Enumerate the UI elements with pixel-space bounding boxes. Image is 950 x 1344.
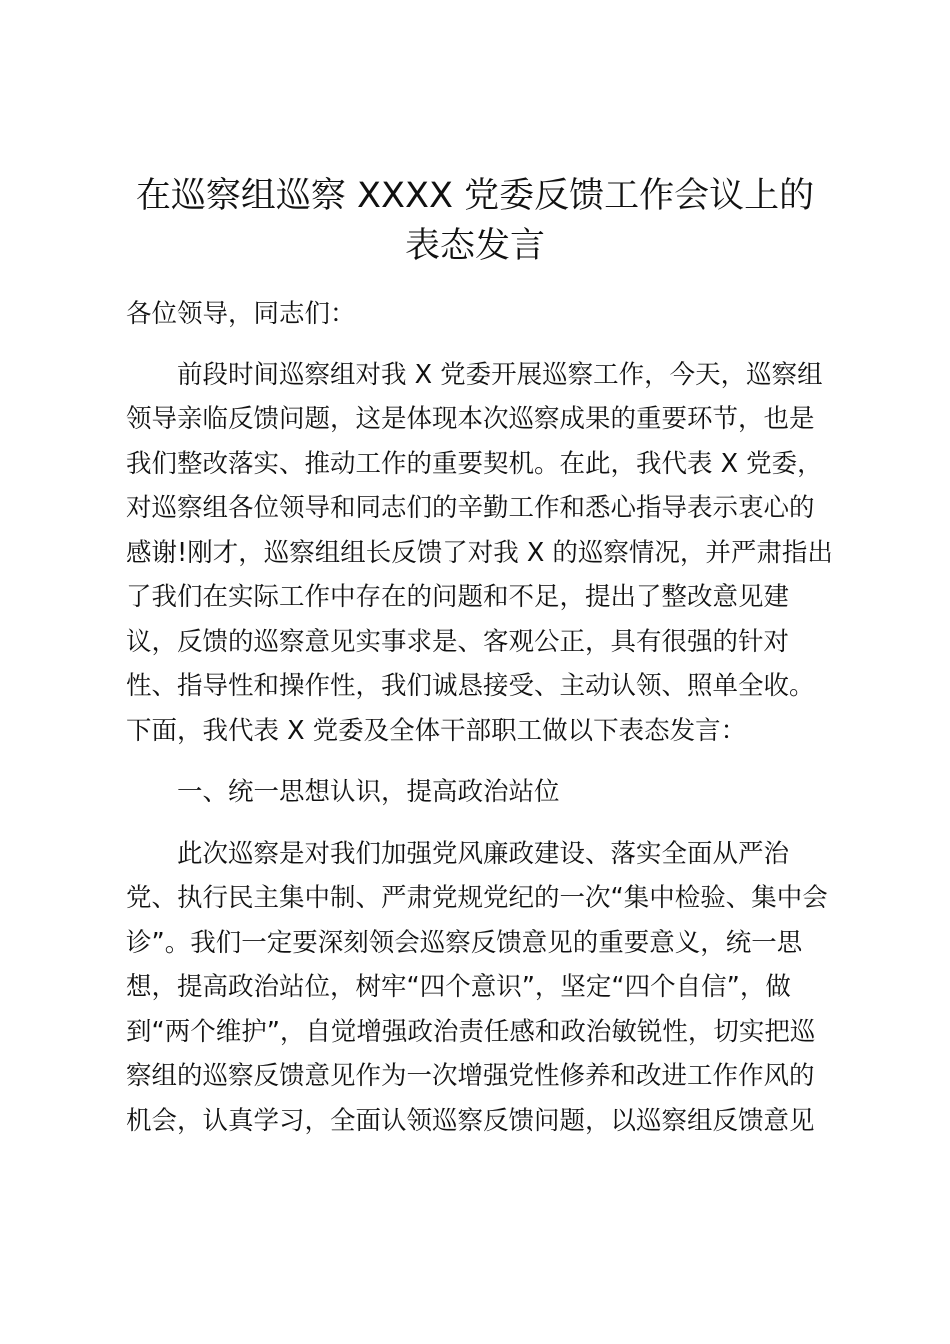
document-title-line-2: 表态发言 — [404, 226, 545, 266]
document-title-line-1: 在巡察组巡察 XXXX 党委反馈工作会议上的 — [135, 176, 815, 216]
paragraph-2-line-7: 机会，认真学习，全面认领巡察反馈问题，以巡察组反馈意见 — [126, 1106, 815, 1136]
paragraph-1-line-9: 下面，我代表 X 党委及全体干部职工做以下表态发言： — [126, 716, 747, 746]
paragraph-2-line-1: 此次巡察是对我们加强党风廉政建设、落实全面从严治 — [126, 839, 790, 869]
paragraph-1-line-5: 感谢!刚才，巡察组组长反馈了对我 X 的巡察情况，并严肃指出 — [126, 538, 833, 568]
section-heading-1: 一、统一思想认识，提高政治站位 — [126, 777, 560, 807]
paragraph-2-line-4: 想，提高政治站位，树牢“四个意识”，坚定“四个自信”，做 — [126, 972, 791, 1002]
paragraph-1-line-2: 领导亲临反馈问题，这是体现本次巡察成果的重要环节，也是 — [126, 404, 815, 434]
paragraph-1-line-7: 议，反馈的巡察意见实事求是、客观公正，具有很强的针对 — [126, 627, 790, 657]
paragraph-1-line-8: 性、指导性和操作性，我们诚恳接受、主动认领、照单全收。 — [126, 671, 815, 701]
paragraph-1-line-4: 对巡察组各位领导和同志们的辛勤工作和悉心指导表示衷心的 — [126, 493, 815, 523]
paragraph-2-line-2: 党、执行民主集中制、严肃党规党纪的一次“集中检验、集中会 — [126, 883, 828, 913]
paragraph-2-line-5: 到“两个维护”，自觉增强政治责任感和政治敏锐性，切实把巡 — [126, 1017, 816, 1047]
paragraph-1-line-1: 前段时间巡察组对我 X 党委开展巡察工作，今天，巡察组 — [126, 360, 823, 390]
paragraph-2-line-3: 诊”。我们一定要深刻领会巡察反馈意见的重要意义，统一思 — [126, 928, 803, 958]
paragraph-1-line-6: 了我们在实际工作中存在的问题和不足，提出了整改意见建 — [126, 582, 790, 612]
salutation: 各位领导，同志们： — [126, 299, 356, 329]
paragraph-2-line-6: 察组的巡察反馈意见作为一次增强党性修养和改进工作作风的 — [126, 1061, 815, 1091]
paragraph-1-line-3: 我们整改落实、推动工作的重要契机。在此，我代表 X 党委， — [126, 449, 823, 479]
